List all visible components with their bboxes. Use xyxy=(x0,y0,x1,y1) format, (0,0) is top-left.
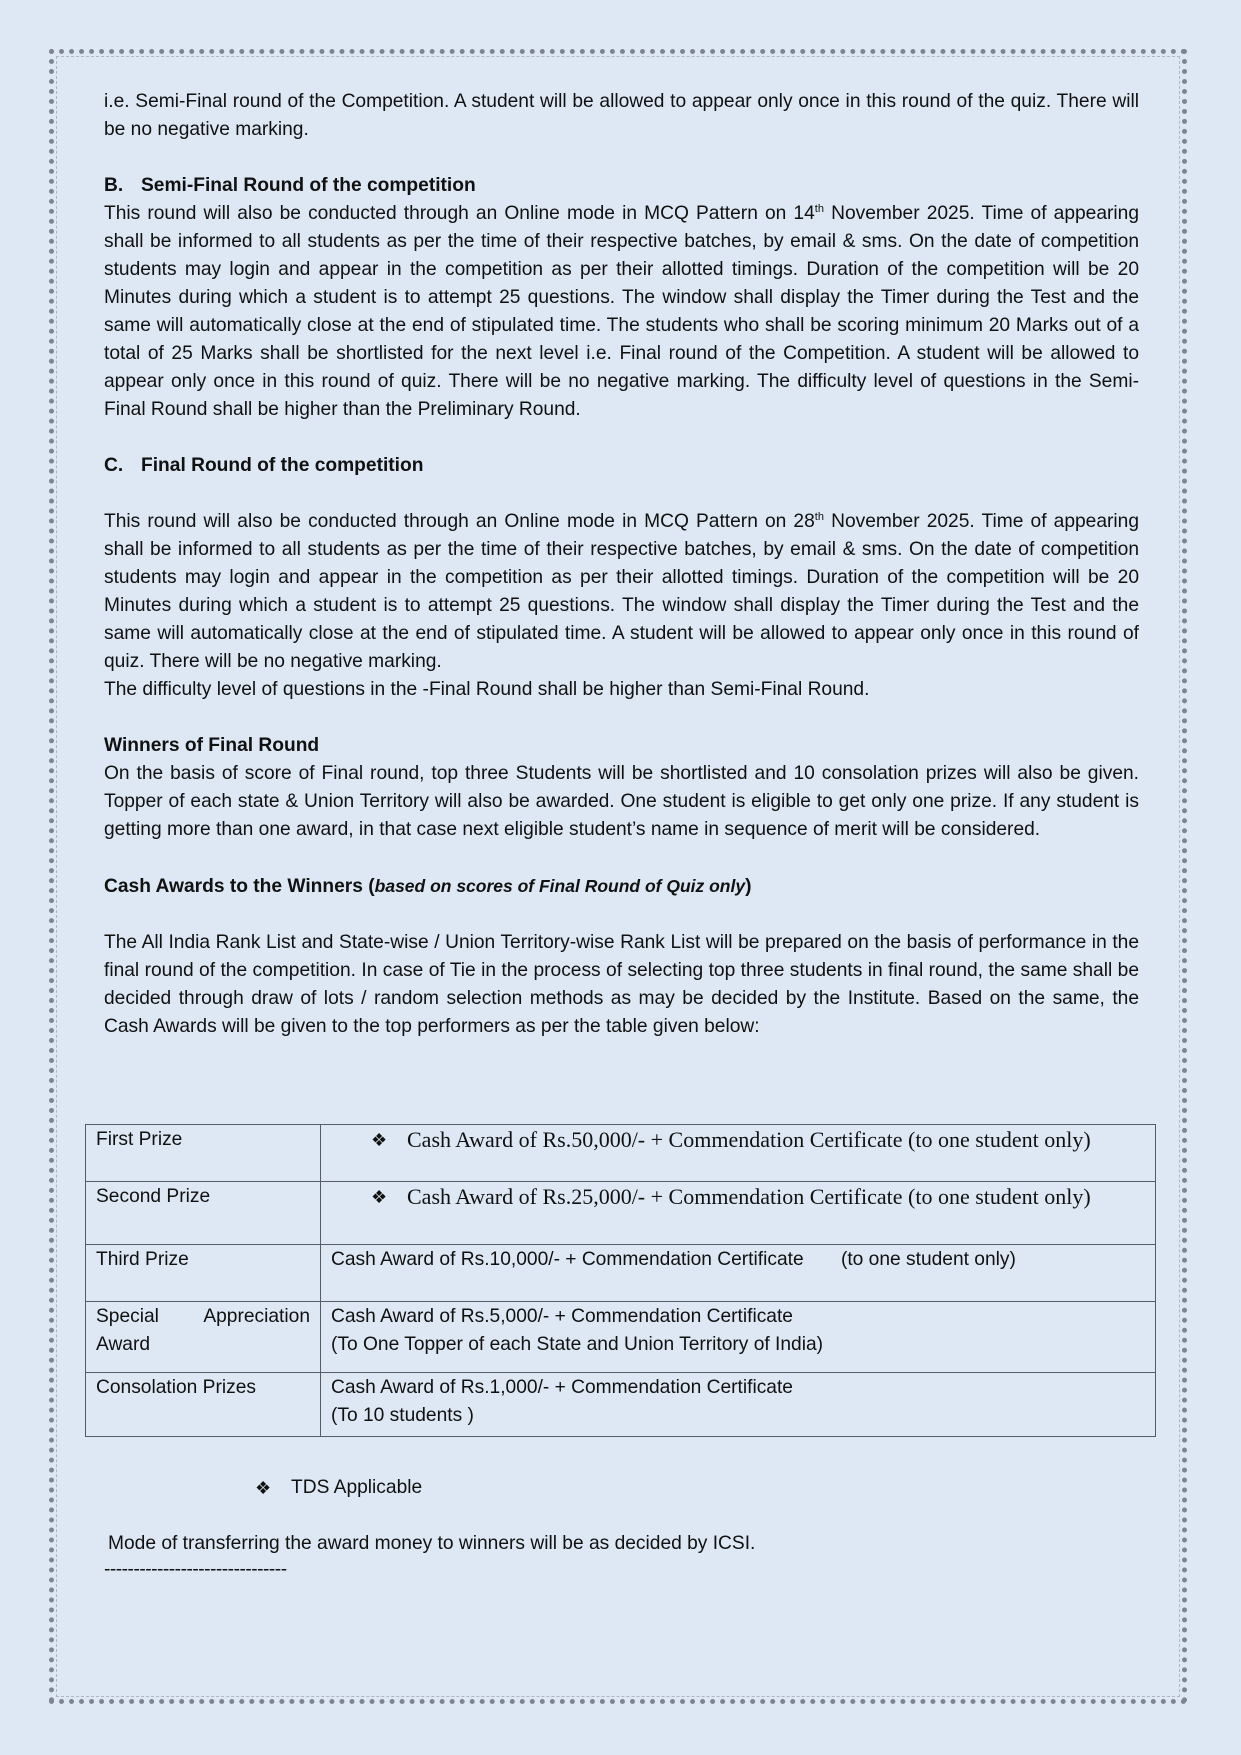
section-letter: B. xyxy=(104,175,124,196)
diamond-bullet-icon: ❖ xyxy=(371,1187,388,1207)
text: November 2025. Time of appearing shall be informed to all students as per the time of their respective batches, by email & sms. On the date of competition students may login and appear in the competition as per their allotted timings. Duration of the competition will be 20 Minutes during which a student is to attempt 25 questions. The window shall display the Timer during the Test and the same will automatically close at the end of stipulated time. A student will be allowed to appear only once in this round of quiz. There will be no negative marking. xyxy=(104,511,1139,672)
tds-note xyxy=(255,1474,422,1502)
diamond-bullet-icon: ❖ xyxy=(255,1478,272,1498)
tds-label: TDS Applicable xyxy=(291,1477,423,1498)
text: This round will also be conducted through an Online mode in MCQ Pattern on 14 xyxy=(104,203,815,224)
table-row xyxy=(86,1373,1156,1437)
award-text: Cash Award of Rs.10,000/- + Commendation Certificate (to one student only) xyxy=(331,1249,1016,1270)
award-detail xyxy=(321,1125,1156,1182)
semi-final-paragraph xyxy=(104,200,1139,424)
table-row xyxy=(86,1302,1156,1373)
winners-heading: Winners of Final Round xyxy=(104,735,320,756)
award-detail xyxy=(321,1373,1156,1437)
award-recipients: (To 10 students ) xyxy=(331,1405,474,1426)
table-row xyxy=(86,1125,1156,1182)
text: November 2025. Time of appearing shall be informed to all students as per the time of their respective batches, by email & sms. On the date of competition students may login and appear in the competition as per their allotted timings. Duration of the competition will be 20 Minutes during which a student is to attempt 25 questions. The window shall display the Timer during the Test and the same will automatically close at the end of stipulated time. The students who shall be scoring minimum 20 Marks out of a total of 25 Marks shall be shortlisted for the next level i.e. Final round of the Competition. A student will be allowed to appear only once in this round of quiz. There will be no negative marking. The difficulty level of questions in the Semi-Final Round shall be higher than the Preliminary Round. xyxy=(104,203,1139,420)
award-recipients: (To One Topper of each State and Union Territory of India) xyxy=(331,1334,824,1355)
final-heading xyxy=(104,452,1139,480)
separator-line: ------------------------------- xyxy=(104,1559,287,1580)
award-detail xyxy=(321,1302,1156,1373)
award-label: First Prize xyxy=(86,1125,321,1182)
heading-text: Cash Awards to the Winners ( xyxy=(104,876,375,897)
award-label: Special Appreciation Award xyxy=(86,1302,321,1373)
heading-italic-note: based on scores of Final Round of Quiz only xyxy=(374,876,746,896)
table-row xyxy=(86,1245,1156,1302)
award-detail xyxy=(321,1245,1156,1302)
award-label: Third Prize xyxy=(86,1245,321,1302)
award-detail xyxy=(321,1182,1156,1245)
award-text: Cash Award of Rs.25,000/- + Commendation Certificate (to one student only) xyxy=(407,1184,1091,1209)
heading-text: ) xyxy=(745,876,752,897)
diamond-bullet-icon: ❖ xyxy=(371,1130,388,1150)
cash-awards-heading xyxy=(104,872,1139,901)
cash-awards-paragraph: The All India Rank List and State-wise / Union Territory-wise Rank List will be prepared on the basis of performance in the final round of the competition. In case of Tie in the process of selecting top three students in final round, the same shall be decided through draw of lots / random selection methods as may be decided by the Institute. Based on the same, the Cash Awards will be given to the top performers as per the table given below: xyxy=(104,932,1139,1037)
award-text: Cash Award of Rs.5,000/- + Commendation Certificate xyxy=(331,1306,793,1327)
text: This round will also be conducted through an Online mode in MCQ Pattern on 28 xyxy=(104,511,815,532)
award-text: Cash Award of Rs.1,000/- + Commendation Certificate xyxy=(331,1377,793,1398)
semi-final-heading xyxy=(104,172,1139,200)
awards-table xyxy=(85,1124,1156,1437)
award-text: Cash Award of Rs.50,000/- + Commendation Certificate (to one student only) xyxy=(407,1127,1091,1152)
table-row xyxy=(86,1182,1156,1245)
final-difficulty-note: The difficulty level of questions in the -Final Round shall be higher than Semi-Final Round. xyxy=(104,679,870,700)
document-body xyxy=(104,88,1139,1041)
ordinal-suffix: th xyxy=(814,511,824,523)
final-paragraph xyxy=(104,508,1139,676)
section-letter: C. xyxy=(104,455,124,476)
mode-of-transfer-note: Mode of transferring the award money to winners will be as decided by ICSI. xyxy=(108,1533,756,1554)
award-label: Consolation Prizes xyxy=(86,1373,321,1437)
ordinal-suffix: th xyxy=(814,203,824,215)
section-title: Final Round of the competition xyxy=(141,455,424,476)
intro-paragraph: i.e. Semi-Final round of the Competition. A student will be allowed to appear only once in this round of the quiz. There will be no negative marking. xyxy=(104,91,1139,140)
winners-paragraph: On the basis of score of Final round, top three Students will be shortlisted and 10 consolation prizes will also be given. Topper of each state & Union Territory will also be awarded. One student is eligible to get only one prize. If any student is getting more than one award, in that case next eligible student’s name in sequence of merit will be considered. xyxy=(104,763,1139,840)
award-label: Second Prize xyxy=(86,1182,321,1245)
section-title: Semi-Final Round of the competition xyxy=(141,175,476,196)
